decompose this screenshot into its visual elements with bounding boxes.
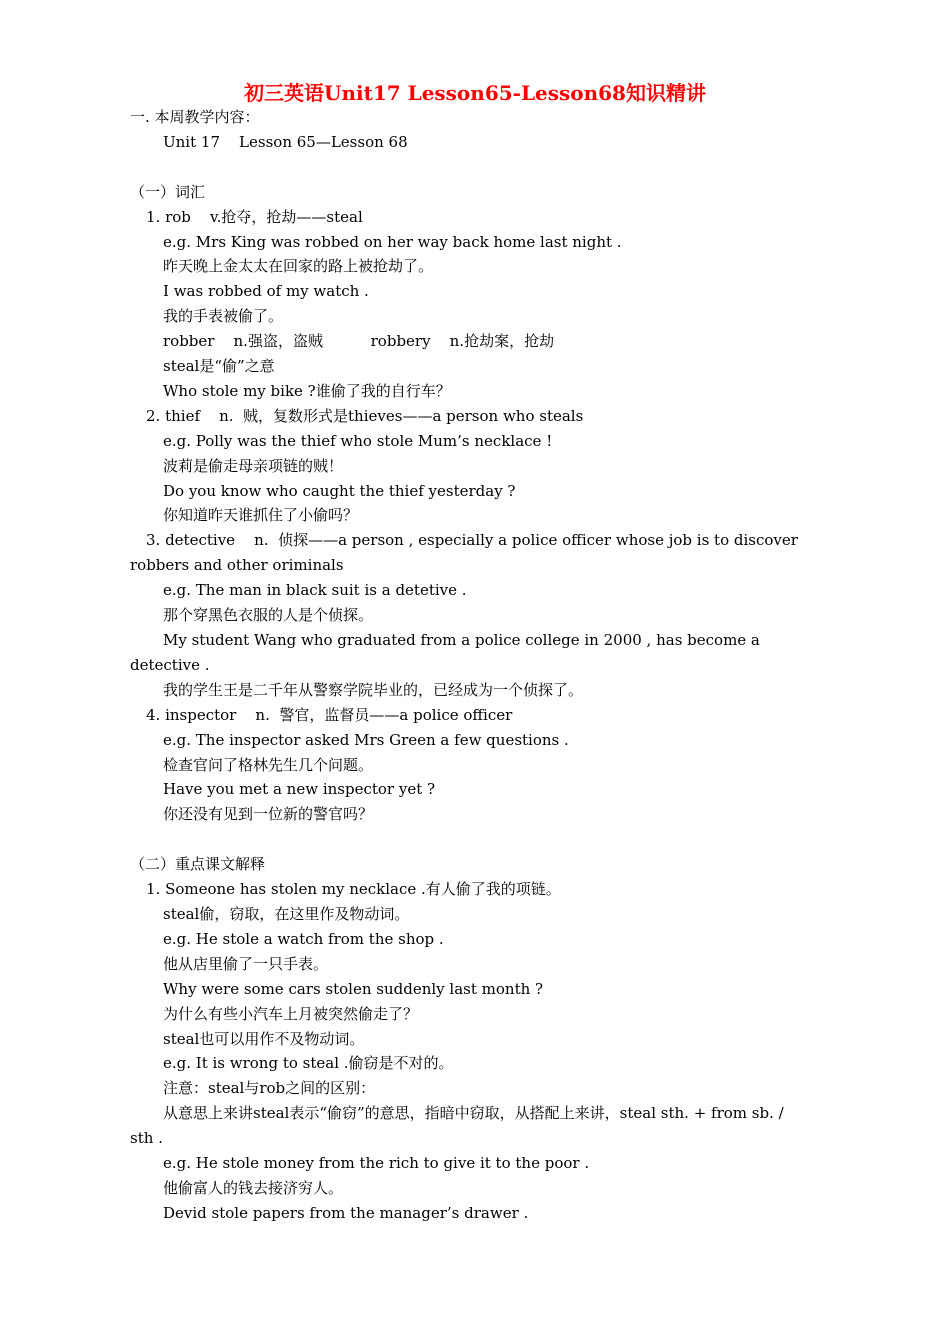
text-line: 我的手表被偷了。 — [163, 307, 284, 326]
text-line: e.g. The man in black suit is a detetive . — [163, 581, 467, 600]
text-line: robber n.强盗，盗贼 robbery n.抢劫案，抢劫 — [163, 332, 555, 351]
text-line: 你还没有见到一位新的警官吗？ — [163, 805, 374, 824]
blank-line — [130, 827, 810, 852]
text-line: 他从店里偷了一只手表。 — [163, 954, 329, 973]
text-line: 我的学生王是二千年从警察学院毕业的，已经成为一个侦探了。 — [163, 680, 584, 699]
text-line: 那个穿黑色衣服的人是个侦探。 — [163, 606, 374, 625]
text-line: 从意思上来讲steal表示“偷窃”的意思，指暗中窃取，从搭配上来讲，steal sth. + from sb. / sth . — [130, 1104, 789, 1148]
text-line: steal也可以用作不及物动词。 — [163, 1029, 365, 1048]
text-line: e.g. Polly was the thief who stole Mum’s necklace ! — [163, 431, 553, 450]
text-line: 为什么有些小汽车上月被突然偷走了？ — [163, 1004, 419, 1023]
text-line: I was robbed of my watch . — [163, 282, 369, 301]
text-line: 一. 本周教学内容： — [130, 108, 260, 126]
text-line: 3. detective n. 侦探——a person , especially a police officer whose job is to discover robbers and other oriminals — [130, 531, 803, 575]
text-line: Who stole my bike ?谁偷了我的自行车？ — [163, 381, 451, 400]
text-line: 检查官问了格林先生几个问题。 — [163, 755, 374, 774]
text-line: e.g. It is wrong to steal .偷窃是不对的。 — [163, 1054, 454, 1073]
text-line: 波莉是偷走母亲项链的贼！ — [163, 456, 344, 475]
text-line: steal偷，窃取，在这里作及物动词。 — [163, 904, 410, 923]
text-line: （二）重点课文解释 — [130, 855, 266, 874]
text-line: 1. Someone has stolen my necklace .有人偷了我的项链。 — [146, 880, 561, 899]
text-line: e.g. Mrs King was robbed on her way back home last night . — [163, 232, 622, 251]
text-line: e.g. He stole money from the rich to give it to the poor . — [163, 1154, 590, 1173]
blank-line — [130, 155, 810, 180]
text-line: Devid stole papers from the manager’s drawer . — [163, 1203, 529, 1222]
text-line: 你知道昨天谁抓住了小偷吗？ — [163, 506, 359, 525]
text-line: 他偷富人的钱去接济穷人。 — [163, 1178, 344, 1197]
text-line: （一）词汇 — [130, 182, 206, 201]
text-line: 4. inspector n. 警官，监督员——a police officer — [146, 705, 513, 724]
document-body — [130, 105, 810, 1226]
text-line: Why were some cars stolen suddenly last month ? — [163, 979, 544, 998]
text-line: 昨天晚上金太太在回家的路上被抢劫了。 — [163, 257, 434, 276]
text-line: e.g. He stole a watch from the shop . — [163, 929, 444, 948]
text-line: Unit 17 Lesson 65—Lesson 68 — [163, 132, 408, 151]
text-line: steal是“偷”之意 — [163, 357, 275, 376]
text-line: 1. rob v.抢夺，抢劫——steal — [146, 207, 363, 226]
text-line: e.g. The inspector asked Mrs Green a few questions . — [163, 730, 569, 749]
text-line: 2. thief n. 贼，复数形式是thieves——a person who steals — [146, 406, 584, 425]
text-line: My student Wang who graduated from a police college in 2000 , has become a detective . — [130, 631, 765, 674]
text-line: 注意：steal与rob之间的区别： — [163, 1079, 376, 1098]
text-line: Have you met a new inspector yet ? — [163, 780, 436, 799]
document-title: 初三英语Unit17 Lesson65-Lesson68知识精讲 — [244, 81, 706, 105]
text-line: Do you know who caught the thief yesterday ? — [163, 481, 516, 500]
